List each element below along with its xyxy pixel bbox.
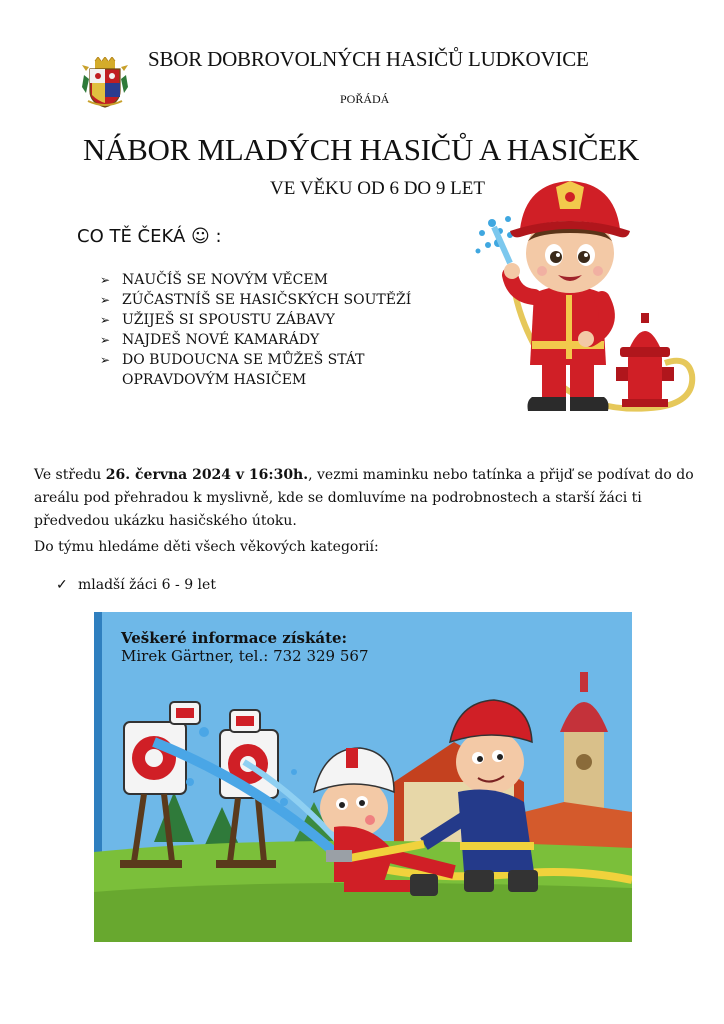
team-text: Do týmu hledáme děti všech věkových kategorií: bbox=[34, 539, 379, 555]
offer-heading: CO TĚ ČEKÁ ☺ : bbox=[77, 226, 222, 247]
event-paragraph: Ve středu 26. června 2024 v 16:30h., vezmi maminku nebo tatínka a přijď se podívat do do areálu pod přehradou k myslivně, kde se domluvíme na podrobnostech a starší žáci ti předvedou ukázku hasičského útoku. bbox=[34, 467, 694, 529]
checkmark-icon: ✓ bbox=[56, 577, 68, 593]
arrowhead-icon: ➢ bbox=[100, 313, 111, 327]
category-item: ✓ mladší žáci 6 - 9 let bbox=[56, 577, 216, 593]
contact-heading: Veškeré informace získáte: bbox=[121, 629, 348, 647]
firefighter-kid-illustration bbox=[470, 175, 700, 425]
list-item: ➢ NAUČÍŠ SE NOVÝM VĚCEM bbox=[100, 272, 328, 288]
arrowhead-icon: ➢ bbox=[100, 333, 111, 347]
page-title: NÁBOR MLADÝCH HASIČŮ A HASIČEK bbox=[83, 132, 639, 167]
arrowhead-icon: ➢ bbox=[100, 293, 111, 307]
coat-of-arms-icon bbox=[80, 57, 130, 109]
arrowhead-icon: ➢ bbox=[100, 273, 111, 287]
offer-list bbox=[100, 270, 460, 390]
arrowhead-icon: ➢ bbox=[100, 353, 111, 367]
list-item: ➢ ZÚČASTNÍŠ SE HASIČSKÝCH SOUTĚŽÍ bbox=[100, 292, 412, 308]
presents-label: POŘÁDÁ bbox=[340, 92, 390, 106]
organization-name: SBOR DOBROVOLNÝCH HASIČŮ LUDKOVICE bbox=[148, 47, 589, 71]
list-item: ➢ NAJDEŠ NOVÉ KAMARÁDY bbox=[100, 332, 320, 348]
list-item: ➢ DO BUDOUCNA SE MŮŽEŠ STÁT OPRAVDOVÝM HASIČEM bbox=[100, 352, 365, 388]
age-subtitle: VE VĚKU OD 6 DO 9 LET bbox=[270, 178, 485, 199]
contact-phone: Mirek Gärtner, tel.: 732 329 567 bbox=[121, 647, 369, 665]
event-date: 26. června 2024 v 16:30h. bbox=[105, 467, 309, 483]
list-item: ➢ UŽIJEŠ SI SPOUSTU ZÁBAVY bbox=[100, 312, 335, 328]
